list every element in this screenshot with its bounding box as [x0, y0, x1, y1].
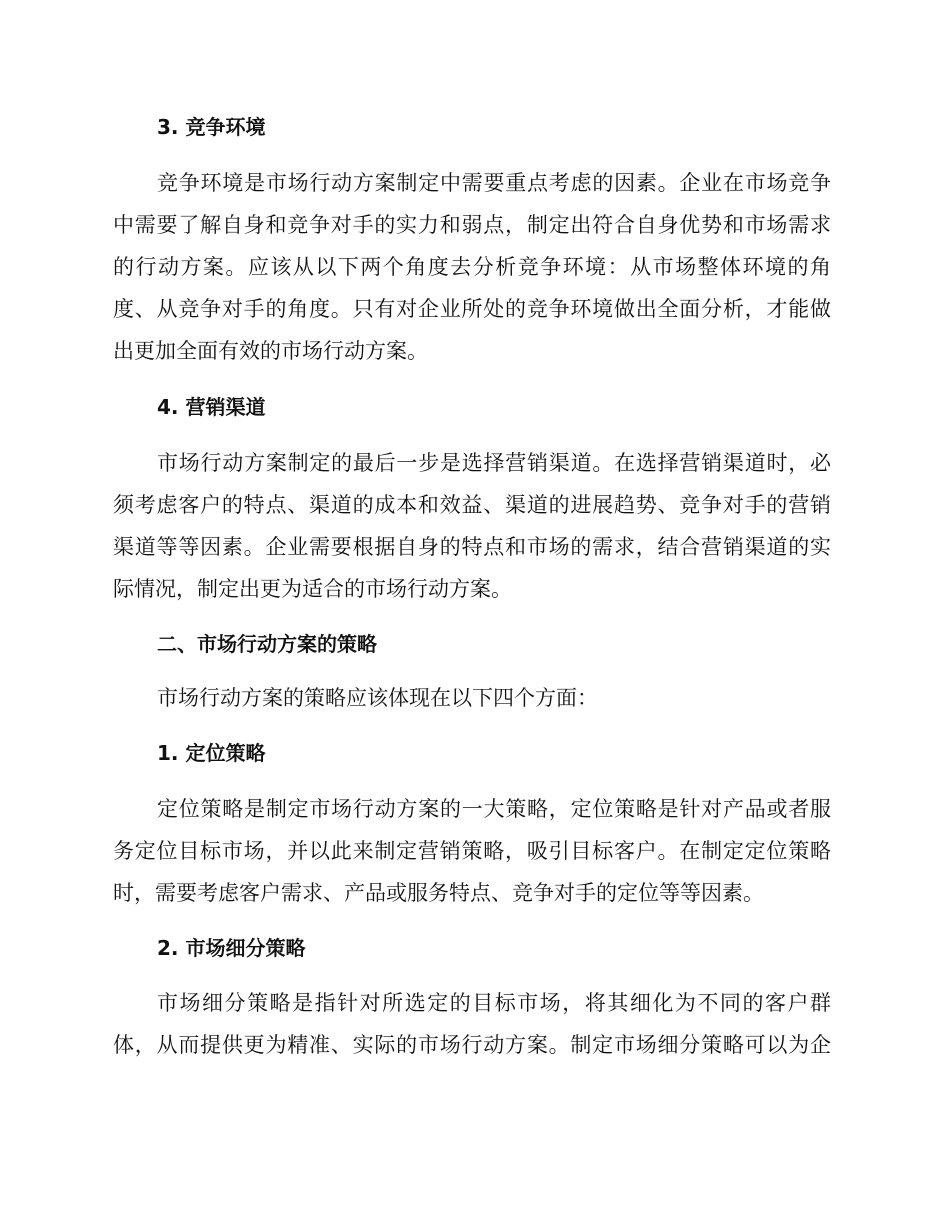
- paragraph-positioning: [113, 788, 831, 914]
- paragraph-channels: [113, 442, 831, 610]
- paragraph-competition: [113, 162, 831, 372]
- section-heading-channels: 4. 营销渠道: [157, 395, 266, 419]
- text-line: 出更加全面有效的市场行动方案。: [113, 339, 428, 363]
- text-line: 中需要了解自身和竞争对手的实力和弱点，制定出符合自身优势和市场需求: [113, 213, 831, 237]
- text-line: 渠道等等因素。企业需要根据自身的特点和市场的需求，结合营销渠道的实: [113, 535, 831, 559]
- text-line: 市场行动方案的策略应该体现在以下四个方面：: [157, 686, 598, 710]
- section-heading-competition: 3. 竞争环境: [157, 115, 266, 139]
- text-line: 的行动方案。应该从以下两个角度去分析竞争环境：从市场整体环境的角: [113, 255, 831, 279]
- part-heading-strategies: 二、市场行动方案的策略: [157, 632, 377, 656]
- paragraph-strategies-intro: [113, 677, 831, 719]
- text-line: 度、从竞争对手的角度。只有对企业所处的竞争环境做出全面分析，才能做: [113, 297, 831, 321]
- section-heading-positioning: 1. 定位策略: [157, 741, 266, 765]
- section-heading-segmentation: 2. 市场细分策略: [157, 936, 306, 960]
- text-line: 时，需要考虑客户需求、产品或服务特点、竞争对手的定位等等因素。: [113, 881, 764, 905]
- text-line: 市场行动方案制定的最后一步是选择营销渠道。在选择营销渠道时，必: [157, 451, 831, 475]
- paragraph-segmentation: [113, 982, 831, 1066]
- text-line: 市场细分策略是指针对所选定的目标市场，将其细化为不同的客户群: [157, 991, 831, 1015]
- text-line: 须考虑客户的特点、渠道的成本和效益、渠道的进展趋势、竞争对手的营销: [113, 493, 831, 517]
- text-line: 定位策略是制定市场行动方案的一大策略，定位策略是针对产品或者服: [157, 797, 831, 821]
- text-line: 竞争环境是市场行动方案制定中需要重点考虑的因素。企业在市场竞争: [157, 171, 831, 195]
- text-line: 体，从而提供更为精准、实际的市场行动方案。制定市场细分策略可以为企: [113, 1033, 831, 1057]
- text-line: 务定位目标市场，并以此来制定营销策略，吸引目标客户。在制定定位策略: [113, 839, 831, 863]
- text-line: 际情况，制定出更为适合的市场行动方案。: [113, 577, 512, 601]
